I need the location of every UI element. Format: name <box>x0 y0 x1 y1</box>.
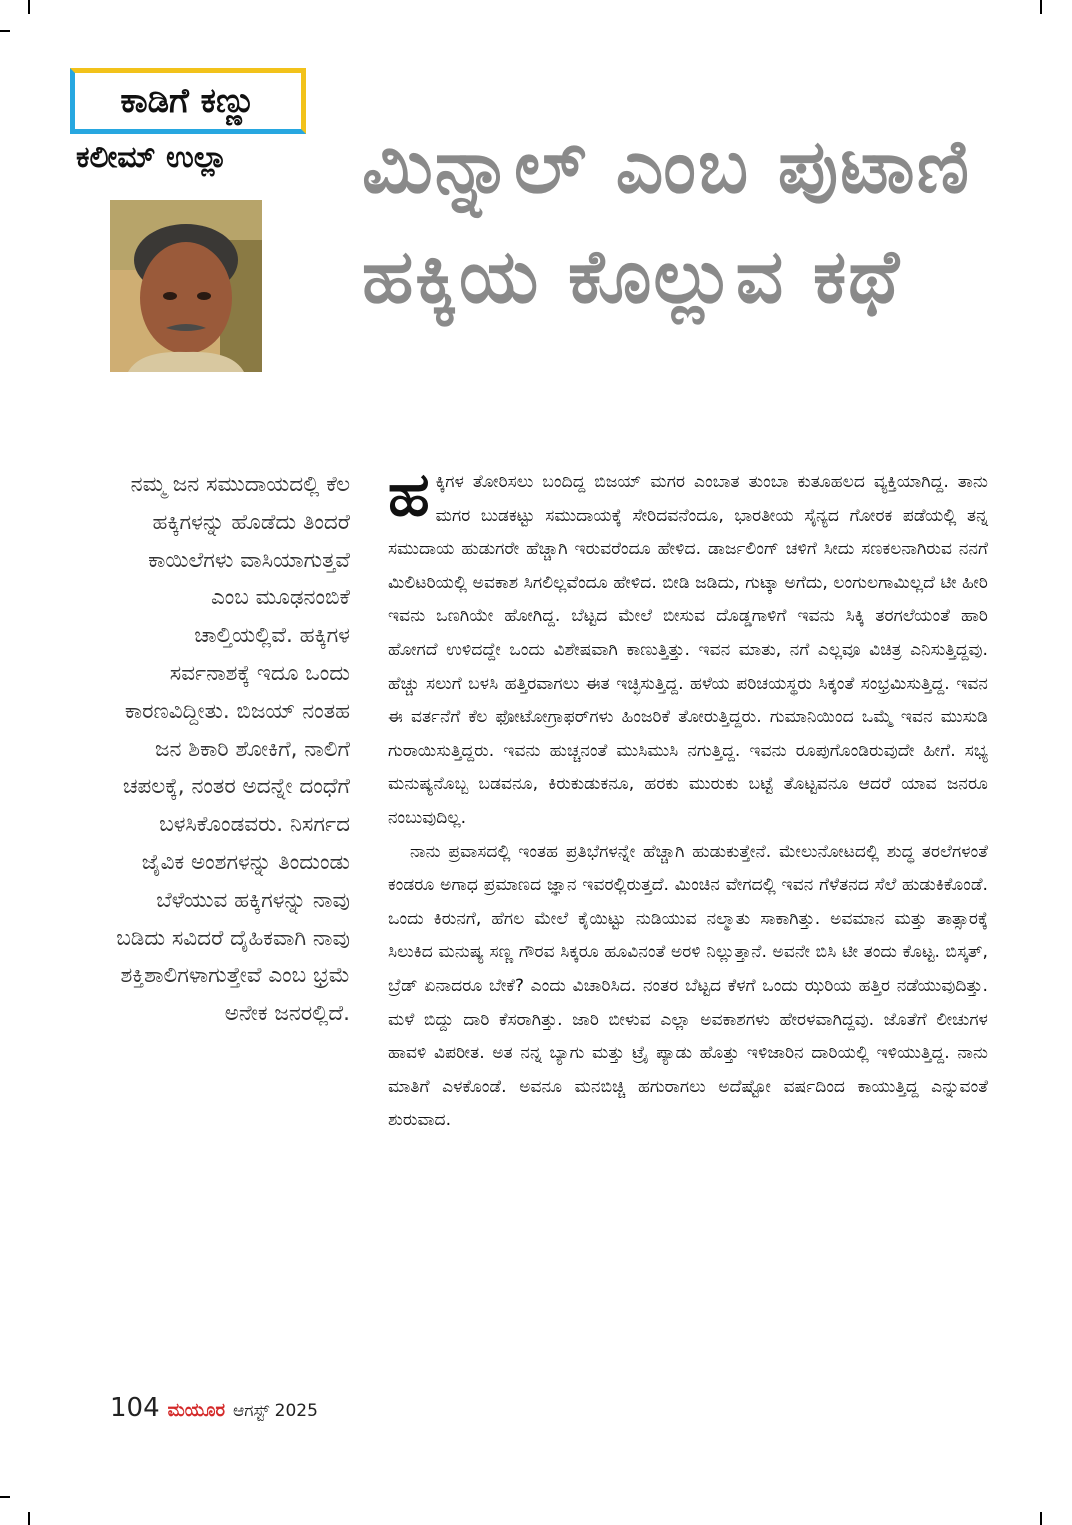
crop-mark <box>0 30 10 32</box>
crop-mark <box>1040 0 1042 14</box>
magazine-logo: ಮಯೂರ <box>167 1400 226 1421</box>
crop-mark <box>1040 1512 1042 1525</box>
paragraph-2: ನಾನು ಪ್ರವಾಸದಲ್ಲಿ ಇಂತಹ ಪ್ರತಿಭೆಗಳನ್ನೇ ಹೆಚ್ಚಾಗಿ ಹುಡುಕುತ್ತೇನೆ. ಮೇಲುನೋಟದಲ್ಲಿ ಶುದ್ಧ ತರಲೆಗಳಂತೆ ಕಂಡರೂ ಅಗಾಧ ಪ್ರಮಾಣದ ಜ್ಞಾನ ಇವರಲ್ಲಿರುತ್ತದೆ. ಮಿಂಚಿನ ವೇಗದಲ್ಲಿ ಇವನ ಗೆಳೆತನದ ಸೆಲೆ ಹುಡುಕಿಕೊಂಡೆ. ಒಂದು ಕಿರುನಗೆ, ಹೆಗಲ ಮೇಲೆ ಕೈಯಿಟ್ಟು ನುಡಿಯುವ ನಲ್ಮಾತು ಸಾಕಾಗಿತ್ತು. ಅವಮಾನ ಮತ್ತು ತಾತ್ಸಾರಕ್ಕೆ ಸಿಲುಕಿದ ಮನುಷ್ಯ ಸಣ್ಣ ಗೌರವ ಸಿಕ್ಕರೂ ಹೂವಿನಂತೆ ಅರಳಿ ನಿಲ್ಲುತ್ತಾನೆ. ಅವನೇ ಬಿಸಿ ಟೀ ತಂದು ಕೊಟ್ಟ. ಬಿಸ್ಕತ್, ಬ್ರೆಡ್ ಏನಾದರೂ ಬೇಕೆ? ಎಂದು ವಿಚಾರಿಸಿದ. ನಂತರ ಬೆಟ್ಟದ ಕೆಳಗೆ ಒಂದು ಝರಿಯ ಹತ್ತಿರ ನಡೆಯುವುದಿತ್ತು. ಮಳೆ ಬಿದ್ದು ದಾರಿ ಕೆಸರಾಗಿತ್ತು. ಜಾರಿ ಬೀಳುವ ಎಲ್ಲಾ ಅವಕಾಶಗಳು ಹೇರಳವಾಗಿದ್ದವು. ಜೊತೆಗೆ ಲೀಚುಗಳ ಹಾವಳಿ ವಿಪರೀತ. ಅತ ನನ್ನ ಬ್ಯಾಗು ಮತ್ತು ಟ್ರೈ ಪ್ಯಾಡು ಹೊತ್ತು ಇಳಿಜಾರಿನ ದಾರಿಯಲ್ಲಿ ಇಳಿಯುತ್ತಿದ್ದ. ನಾನು ಮಾತಿಗೆ ಎಳಕೊಂಡೆ. ಅವನೂ ಮನಬಿಚ್ಚಿ ಹಗುರಾಗಲು ಅದೆಷ್ಟೋ ವರ್ಷದಿಂದ ಕಾಯುತ್ತಿದ್ದ ಎನ್ನುವಂತೆ ಶುರುವಾದ. <box>388 841 988 1131</box>
pull-quote: ನಮ್ಮ ಜನ ಸಮುದಾಯದಲ್ಲಿ ಕೆಲ ಹಕ್ಕಿಗಳನ್ನು ಹೊಡೆದು ತಿಂದರೆ ಕಾಯಿಲೆಗಳು ವಾಸಿಯಾಗುತ್ತವೆ ಎಂಬ ಮೂಢನಂಬಿಕೆ ಚಾಲ್ತಿಯಲ್ಲಿವೆ. ಹಕ್ಕಿಗಳ ಸರ್ವನಾಶಕ್ಕೆ ಇದೂ ಒಂದು ಕಾರಣವಿದ್ದೀತು. ಬಿಜಯ್ ನಂತಹ ಜನ ಶಿಕಾರಿ ಶೋಕಿಗೆ, ನಾಲಿಗೆ ಚಪಲಕ್ಕೆ, ನಂತರ ಅದನ್ನೇ ದಂಧೆಗೆ ಬಳಸಿಕೊಂಡವರು. ನಿಸರ್ಗದ ಜೈವಿಕ ಅಂಶಗಳನ್ನು ತಿಂದುಂಡು ಬೆಳೆಯುವ ಹಕ್ಕಿಗಳನ್ನು ನಾವು ಬಡಿದು ಸವಿದರೆ ದೈಹಿಕವಾಗಿ ನಾವು ಶಕ್ತಿಶಾಲಿಗಳಾಗುತ್ತೇವೆ ಎಂಬ ಭ್ರಮೆ ಅನೇಕ ಜನರಲ್ಲಿದೆ. <box>116 472 350 1027</box>
page-number: 104 <box>110 1393 160 1423</box>
crop-mark <box>0 1496 10 1498</box>
crop-mark <box>28 0 30 14</box>
author-photo <box>110 200 262 372</box>
paragraph-1 <box>388 460 988 836</box>
issue-date: ಆಗಸ್ಟ್ 2025 <box>233 1401 318 1421</box>
article-body <box>388 460 988 1138</box>
column-name-badge: ಕಾಡಿಗೆ ಕಣ್ಣು <box>70 68 306 134</box>
page-footer <box>110 1393 318 1429</box>
author-portrait-image <box>110 200 262 372</box>
article-headline: ಮಿನ್ನಾಲ್ ಎಂಬ ಪುಟಾಣಿ ಹಕ್ಕಿಯ ಕೊಲ್ಲುವ ಕಥೆ <box>362 124 972 320</box>
paragraph-1-text: ಕ್ಕಿಗಳ ತೋರಿಸಲು ಬಂದಿದ್ದ ಬಿಜಯ್ ಮಗರ ಎಂಬಾತ ತುಂಬಾ ಕುತೂಹಲದ ವ್ಯಕ್ತಿಯಾಗಿದ್ದ. ತಾನು ಮಗರ ಬುಡಕಟ್ಟು ಸಮುದಾಯಕ್ಕೆ ಸೇರಿದವನೆಂದೂ, ಭಾರತೀಯ ಸೈನ್ಯದ ಗೋರಕ ಪಡೆಯಲ್ಲಿ ತನ್ನ ಸಮುದಾಯ ಹುಡುಗರೇ ಹೆಚ್ಚಾಗಿ ಇರುವರೆಂದೂ ಹೇಳಿದ. ಡಾರ್ಜಲಿಂಗ್ ಚಳಿಗೆ ಸೀದು ಸಣಕಲನಾಗಿರುವ ನನಗೆ ಮಿಲಿಟರಿಯಲ್ಲಿ ಅವಕಾಶ ಸಿಗಲಿಲ್ಲವೆಂದೂ ಹೇಳಿದ. ಬೀಡಿ ಜಡಿದು, ಗುಟ್ಕಾ ಅಗೆದು, ಲಂಗುಲಗಾಮಿಲ್ಲದೆ ಟೀ ಹೀರಿ ಇವನು ಒಣಗಿಯೇ ಹೋಗಿದ್ದ. ಬೆಟ್ಟದ ಮೇಲೆ ಬೀಸುವ ದೊಡ್ಡಗಾಳಿಗೆ ಇವನು ಸಿಕ್ಕಿ ತರಗಲೆಯಂತೆ ಹಾರಿ ಹೋಗದೆ ಉಳಿದದ್ದೇ ಒಂದು ವಿಶೇಷವಾಗಿ ಕಾಣುತ್ತಿತ್ತು. ಇವನ ಮಾತು, ನಗೆ ಎಲ್ಲವೂ ವಿಚಿತ್ರ ಎನಿಸುತ್ತಿದ್ದವು. ಹೆಚ್ಚು ಸಲುಗೆ ಬಳಸಿ ಹತ್ತಿರವಾಗಲು ಈತ ಇಚ್ಛಿಸುತ್ತಿದ್ದ. ಹಳೆಯ ಪರಿಚಯಸ್ಥರು ಸಿಕ್ಕಂತೆ ಸಂಭ್ರಮಿಸುತ್ತಿದ್ದ. ಇವನ ಈ ವರ್ತನೆಗೆ ಕೆಲ ಫೋಟೋಗ್ರಾಫರ್‌ಗಳು ಹಿಂಜರಿಕೆ ತೋರುತ್ತಿದ್ದರು. ಗುಮಾನಿಯಿಂದ ಒಮ್ಮೆ ಇವನ ಮುಸುಡಿ ಗುರಾಯಿಸುತ್ತಿದ್ದರು. ಇವನು ಹುಚ್ಚನಂತೆ ಮುಸಿಮುಸಿ ನಗುತ್ತಿದ್ದ. ಇವನು ರೂಪುಗೊಂಡಿರುವುದೇ ಹೀಗೆ. ಸಭ್ಯ ಮನುಷ್ಯನೊಬ್ಬ ಬಡವನೂ, ಕಿರುಕುಡುಕನೂ, ಹರಕು ಮುರುಕು ಬಟ್ಟೆ ತೊಟ್ಟವನೂ ಆದರೆ ಯಾವ ಜನರೂ ನಂಬುವುದಿಲ್ಲ. <box>388 472 988 828</box>
crop-mark <box>28 1512 30 1525</box>
drop-cap: ಹ <box>388 460 430 530</box>
author-name: ಕಲೀಮ್ ಉಲ್ಲಾ <box>76 140 228 175</box>
